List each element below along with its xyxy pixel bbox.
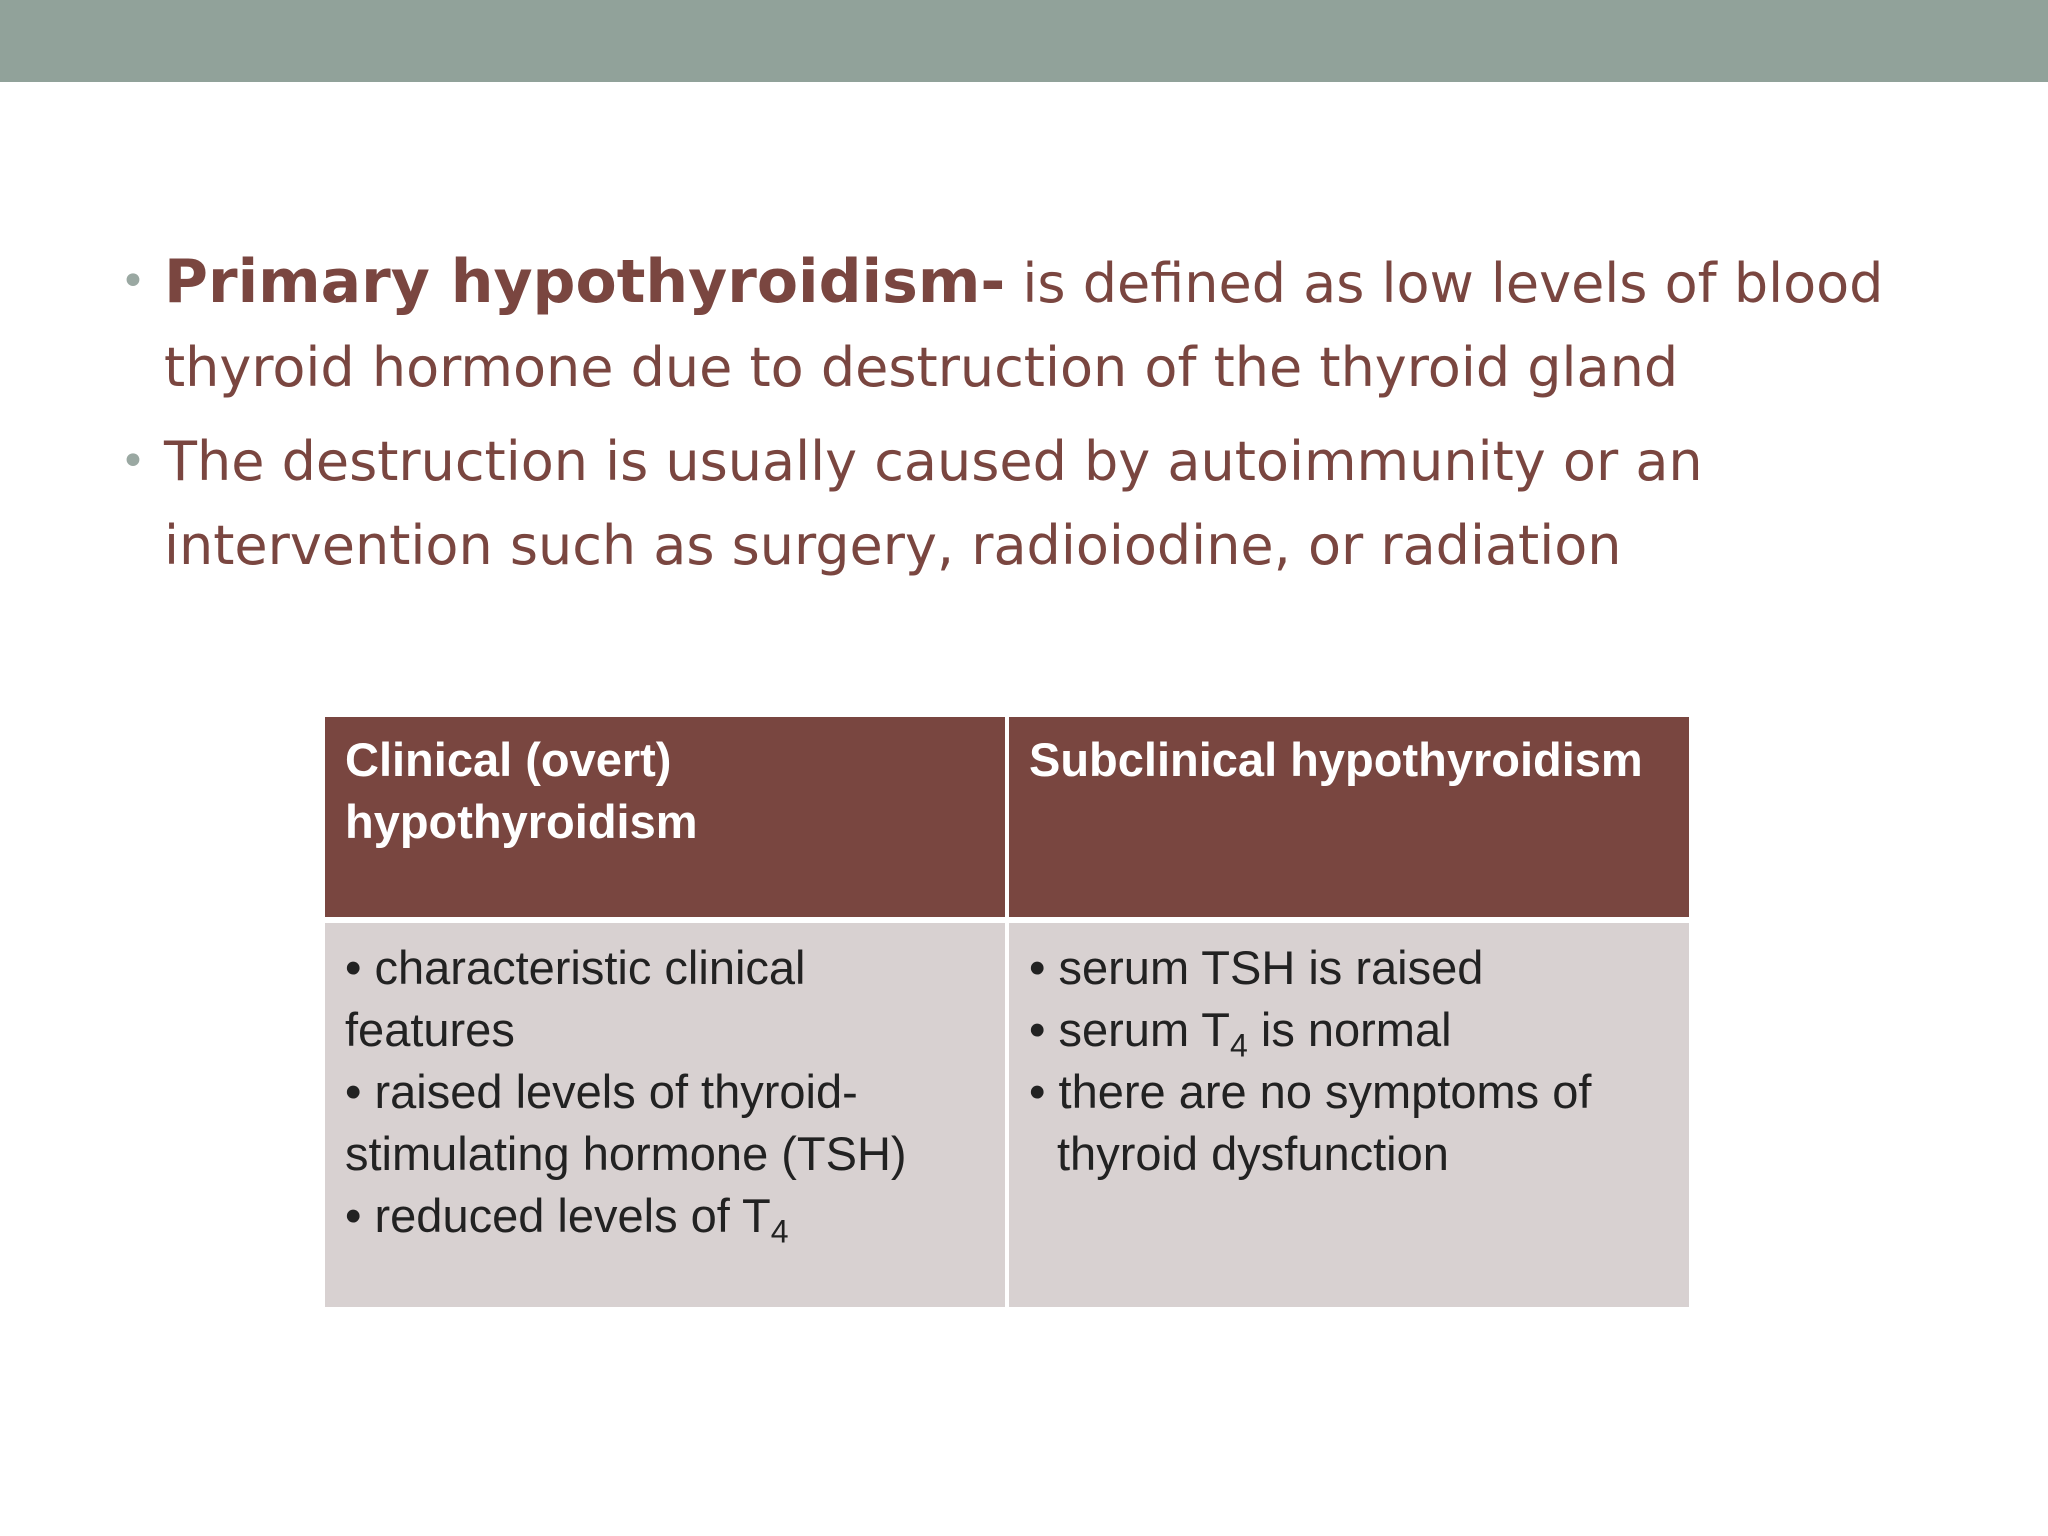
- bullet-dot: •: [120, 256, 146, 307]
- subclinical-bullet-2: [1029, 999, 1669, 1064]
- table-cell-clinical: [325, 923, 1005, 1307]
- subclinical-bullet-2-rest: is normal: [1247, 1003, 1452, 1056]
- subclinical-bullet-3-line-2: thyroid dysfunction: [1057, 1127, 1449, 1180]
- clinical-bullet-2-line-2: stimulating hormone (TSH): [345, 1127, 907, 1180]
- subclinical-bullet-1: • serum TSH is raised: [1029, 941, 1484, 994]
- subscript-4: 4: [1230, 1027, 1248, 1064]
- subclinical-bullet-2-text: • serum T: [1029, 1003, 1231, 1056]
- term-primary-hypothyroidism: Primary hypothyroidism-: [164, 247, 1006, 317]
- table-header-clinical: Clinical (overt) hypothyroidism: [325, 717, 1005, 917]
- subscript-4: 4: [770, 1213, 789, 1250]
- bullet-dot: •: [120, 436, 146, 487]
- comparison-table: [325, 717, 1689, 1307]
- clinical-bullet-1-line-1: • characteristic clinical: [345, 941, 806, 994]
- destruction-cause-text: The destruction is usually caused by autoimmunity or an intervention such as surgery, radioiodine, or radiation: [164, 430, 1703, 577]
- bullet-item-primary-hypothyroidism: [120, 240, 1940, 410]
- table-header-subclinical: Subclinical hypothyroidism: [1009, 717, 1689, 917]
- clinical-bullet-3-text: • reduced levels of T: [345, 1189, 771, 1242]
- clinical-bullet-3: [345, 1185, 985, 1250]
- clinical-bullet-1-line-2: features: [345, 1003, 515, 1056]
- definition-text: is defined as low levels of blood thyroid hormone due to destruction of the thyroid gland: [164, 252, 1884, 399]
- bullet-item-destruction-cause: [120, 420, 1940, 588]
- top-accent-bar: [0, 0, 2048, 82]
- clinical-bullet-2-line-1: • raised levels of thyroid-: [345, 1065, 858, 1118]
- table-cell-subclinical: [1009, 923, 1689, 1307]
- subclinical-bullet-3-line-1: • there are no symptoms of: [1029, 1065, 1592, 1118]
- bullet-list: [120, 240, 1940, 598]
